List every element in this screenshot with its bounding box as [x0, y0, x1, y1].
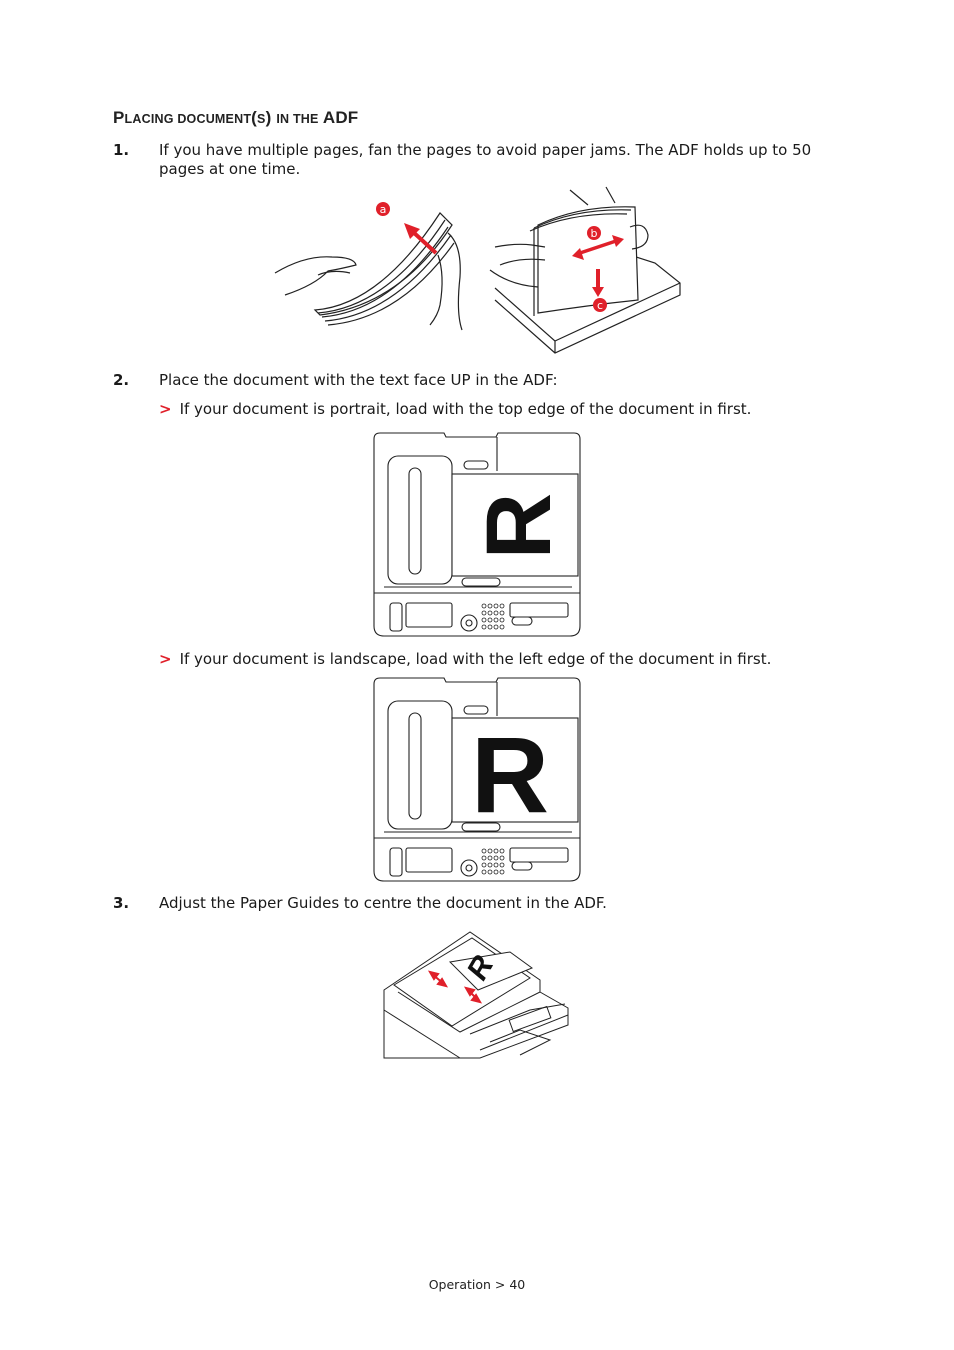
adf-paper-guides-illustration	[380, 930, 572, 1060]
document-letter: R	[468, 492, 570, 560]
page-footer: Operation > 40	[428, 1277, 526, 1292]
bullet-marker: >	[159, 400, 172, 418]
bullet-text: If your document is landscape, load with the left edge of the document in first.	[179, 650, 772, 668]
document-letter: R	[471, 714, 549, 835]
section-heading: PLACING DOCUMENT(S) IN THE ADF	[113, 108, 359, 127]
step-text: Adjust the Paper Guides to centre the document in the ADF.	[159, 894, 607, 912]
step-number: 2.	[113, 371, 130, 389]
label-c: c	[596, 299, 604, 312]
bullet-marker: >	[159, 650, 172, 668]
step-text: Place the document with the text face UP in the ADF:	[159, 371, 558, 389]
fan-pages-illustration	[270, 185, 685, 357]
step-number: 3.	[113, 894, 130, 912]
label-b: b	[590, 227, 598, 240]
adf-top-view-landscape	[372, 676, 582, 883]
bullet-portrait	[159, 400, 751, 419]
step-text: If you have multiple pages, fan the pages to avoid paper jams. The ADF holds up to 50 pages at one time.	[159, 141, 812, 178]
label-a: a	[379, 203, 387, 216]
bullet-text: If your document is portrait, load with the top edge of the document in first.	[179, 400, 752, 418]
adf-top-view-portrait	[372, 431, 582, 638]
bullet-landscape	[159, 650, 771, 669]
step-number: 1.	[113, 141, 130, 159]
document-letter: R	[462, 947, 499, 988]
